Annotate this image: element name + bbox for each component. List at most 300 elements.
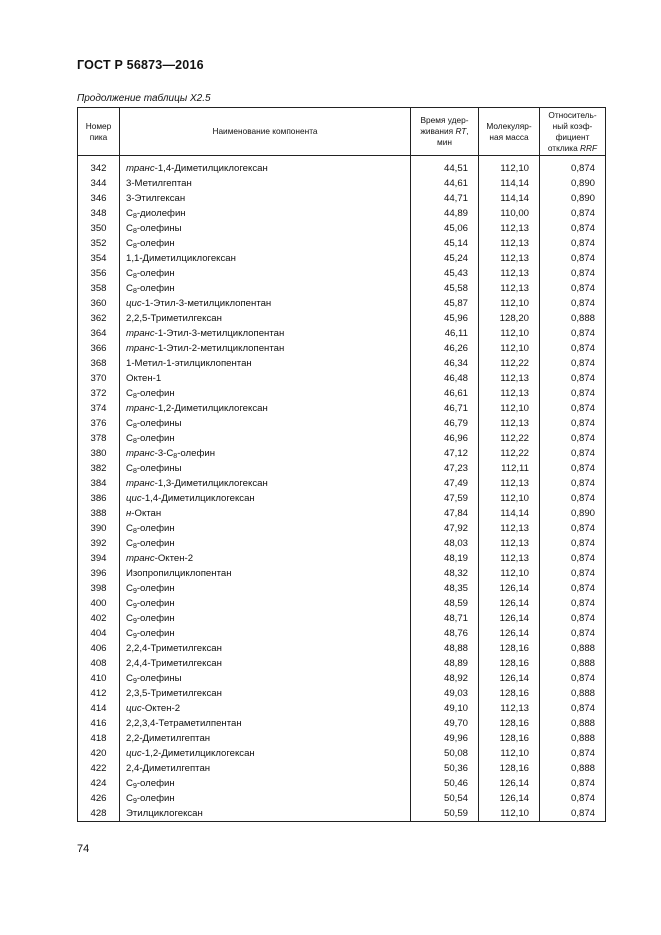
retention-time-cell: 48,71 bbox=[411, 611, 479, 626]
document-header: ГОСТ Р 56873—2016 bbox=[77, 58, 204, 72]
component-name-part: 2,2,3,4-Тетраметилпентан bbox=[126, 718, 242, 729]
rrf-cell: 0,874 bbox=[540, 491, 606, 506]
rrf-cell: 0,874 bbox=[540, 521, 606, 536]
carbon-count-subscript: 8 bbox=[132, 438, 137, 445]
rrf-cell: 0,888 bbox=[540, 761, 606, 776]
table-row bbox=[78, 191, 606, 206]
rrf-header-line2: ный коэф- bbox=[552, 120, 593, 131]
component-name-cell bbox=[120, 731, 411, 746]
molar-mass-cell: 112,13 bbox=[479, 251, 540, 266]
retention-time-cell: 44,89 bbox=[411, 206, 479, 221]
molar-mass-cell: 128,16 bbox=[479, 716, 540, 731]
rrf-header-line4: отклика bbox=[547, 142, 581, 153]
table-row bbox=[78, 611, 606, 626]
table-row bbox=[78, 746, 606, 761]
component-name-part: 2,4-Диметилгептан bbox=[126, 763, 211, 774]
component-name-part: -1-Этил-2-метилциклопентан bbox=[154, 343, 285, 354]
molar-mass-cell: 112,13 bbox=[479, 281, 540, 296]
peak-number-cell: 380 bbox=[78, 446, 120, 461]
peak-number-cell: 378 bbox=[78, 431, 120, 446]
molar-mass-cell: 112,10 bbox=[479, 156, 540, 177]
table-header-row bbox=[78, 108, 606, 156]
component-name-part: -олефин bbox=[136, 388, 175, 399]
table-row bbox=[78, 416, 606, 431]
component-name-part: -олефин bbox=[136, 583, 175, 594]
carbon-count-subscript: 9 bbox=[132, 588, 137, 595]
component-name-part: -Октен-2 bbox=[154, 553, 194, 564]
component-name-cell bbox=[120, 176, 411, 191]
component-name-part: -олефины bbox=[136, 463, 182, 474]
component-name-cell bbox=[120, 596, 411, 611]
retention-time-cell: 48,35 bbox=[411, 581, 479, 596]
table-row bbox=[78, 506, 606, 521]
component-name-part: транс bbox=[126, 343, 155, 354]
rrf-cell: 0,874 bbox=[540, 371, 606, 386]
component-name-part: C bbox=[126, 523, 133, 534]
component-name-cell bbox=[120, 761, 411, 776]
table-row bbox=[78, 311, 606, 326]
peak-number-cell: 424 bbox=[78, 776, 120, 791]
peak-number-cell: 358 bbox=[78, 281, 120, 296]
table-row bbox=[78, 461, 606, 476]
rrf-cell: 0,874 bbox=[540, 341, 606, 356]
carbon-count-subscript: 8 bbox=[132, 543, 137, 550]
peak-number-cell: 428 bbox=[78, 806, 120, 822]
table-row bbox=[78, 446, 606, 461]
component-name-part: -олефин bbox=[136, 793, 175, 804]
retention-time-cell: 45,14 bbox=[411, 236, 479, 251]
components-table bbox=[77, 107, 606, 822]
col-header-rt bbox=[411, 108, 479, 156]
table-row bbox=[78, 776, 606, 791]
component-name-cell bbox=[120, 191, 411, 206]
rrf-cell: 0,874 bbox=[540, 401, 606, 416]
molar-mass-cell: 126,14 bbox=[479, 581, 540, 596]
component-name-part: C bbox=[126, 238, 133, 249]
component-name-cell bbox=[120, 371, 411, 386]
component-name-part: транс bbox=[126, 163, 155, 174]
retention-time-cell: 48,32 bbox=[411, 566, 479, 581]
retention-time-cell: 47,92 bbox=[411, 521, 479, 536]
component-name-part: -олефин bbox=[136, 433, 175, 444]
component-name-part: транс bbox=[126, 403, 155, 414]
rrf-cell: 0,874 bbox=[540, 776, 606, 791]
retention-time-cell: 46,71 bbox=[411, 401, 479, 416]
component-name-cell bbox=[120, 341, 411, 356]
component-name-part: 3-Метилгептан bbox=[126, 178, 192, 189]
col-header-name: Наименование компонента bbox=[120, 108, 411, 156]
retention-time-cell: 45,06 bbox=[411, 221, 479, 236]
component-name-part: -Октен-2 bbox=[141, 703, 181, 714]
component-name-part: 2,4,4-Триметилгексан bbox=[126, 658, 222, 669]
molar-mass-cell: 126,14 bbox=[479, 611, 540, 626]
component-name-part: -1,3-Диметилциклогексан bbox=[154, 478, 268, 489]
molar-mass-cell: 112,10 bbox=[479, 401, 540, 416]
molar-mass-cell: 114,14 bbox=[479, 506, 540, 521]
peak-number-cell: 392 bbox=[78, 536, 120, 551]
component-name-cell bbox=[120, 566, 411, 581]
component-name-part: 1-Метил-1-этилциклопентан bbox=[126, 358, 252, 369]
component-name-part: Этилциклогексан bbox=[126, 808, 203, 819]
component-name-part: Изопропилциклопентан bbox=[126, 568, 232, 579]
component-name-part: транс bbox=[126, 478, 155, 489]
component-name-part: -1-Этил-3-метилциклопентан bbox=[154, 328, 285, 339]
rt-header-symbol: RT bbox=[455, 126, 467, 136]
component-name-part: -1,2-Диметилциклогексан bbox=[141, 748, 255, 759]
component-name-part: C bbox=[126, 463, 133, 474]
table-row bbox=[78, 341, 606, 356]
retention-time-cell: 45,43 bbox=[411, 266, 479, 281]
component-name-part: 2,2,5-Триметилгексан bbox=[126, 313, 222, 324]
peak-number-cell: 344 bbox=[78, 176, 120, 191]
retention-time-cell: 45,24 bbox=[411, 251, 479, 266]
rrf-cell: 0,874 bbox=[540, 356, 606, 371]
component-name-part: -1,4-Диметилциклогексан bbox=[141, 493, 255, 504]
molar-mass-cell: 126,14 bbox=[479, 671, 540, 686]
retention-time-cell: 48,59 bbox=[411, 596, 479, 611]
table-row bbox=[78, 326, 606, 341]
rrf-cell: 0,874 bbox=[540, 296, 606, 311]
rrf-cell: 0,874 bbox=[540, 431, 606, 446]
table-row bbox=[78, 251, 606, 266]
table-caption: Продолжение таблицы X2.5 bbox=[77, 93, 211, 104]
retention-time-cell: 45,87 bbox=[411, 296, 479, 311]
table-row bbox=[78, 296, 606, 311]
table-row bbox=[78, 521, 606, 536]
carbon-count-subscript: 8 bbox=[132, 423, 137, 430]
rrf-cell: 0,874 bbox=[540, 156, 606, 177]
component-name-cell bbox=[120, 686, 411, 701]
peak-number-cell: 426 bbox=[78, 791, 120, 806]
molar-mass-cell: 112,13 bbox=[479, 551, 540, 566]
rrf-cell: 0,874 bbox=[540, 446, 606, 461]
molar-mass-cell: 112,10 bbox=[479, 296, 540, 311]
molar-mass-cell: 112,13 bbox=[479, 386, 540, 401]
component-name-part: C bbox=[126, 418, 133, 429]
component-name-cell bbox=[120, 311, 411, 326]
retention-time-cell: 46,96 bbox=[411, 431, 479, 446]
retention-time-cell: 50,59 bbox=[411, 806, 479, 822]
rrf-cell: 0,888 bbox=[540, 716, 606, 731]
retention-time-cell: 48,76 bbox=[411, 626, 479, 641]
table-row bbox=[78, 371, 606, 386]
peak-number-cell: 396 bbox=[78, 566, 120, 581]
rrf-cell: 0,874 bbox=[540, 281, 606, 296]
retention-time-cell: 47,12 bbox=[411, 446, 479, 461]
table-row bbox=[78, 581, 606, 596]
component-name-part: -Октан bbox=[131, 508, 162, 519]
retention-time-cell: 44,61 bbox=[411, 176, 479, 191]
rrf-header-symbol: RRF bbox=[580, 142, 598, 153]
rrf-cell: 0,888 bbox=[540, 656, 606, 671]
peak-number-cell: 376 bbox=[78, 416, 120, 431]
carbon-count-subscript: 9 bbox=[132, 678, 137, 685]
component-name-part: -олефин bbox=[136, 523, 175, 534]
table-row bbox=[78, 791, 606, 806]
peak-number-cell: 352 bbox=[78, 236, 120, 251]
retention-time-cell: 47,59 bbox=[411, 491, 479, 506]
retention-time-cell: 45,96 bbox=[411, 311, 479, 326]
peak-number-cell: 342 bbox=[78, 156, 120, 177]
molar-mass-cell: 112,10 bbox=[479, 326, 540, 341]
molar-mass-cell: 110,00 bbox=[479, 206, 540, 221]
component-name-cell bbox=[120, 281, 411, 296]
component-name-cell bbox=[120, 776, 411, 791]
table-row bbox=[78, 656, 606, 671]
peak-number-cell: 356 bbox=[78, 266, 120, 281]
table-row bbox=[78, 626, 606, 641]
table-row bbox=[78, 476, 606, 491]
table-row bbox=[78, 566, 606, 581]
carbon-count-subscript: 8 bbox=[132, 243, 137, 250]
component-name-part: C bbox=[126, 208, 133, 219]
molar-mass-cell: 112,22 bbox=[479, 356, 540, 371]
rrf-cell: 0,888 bbox=[540, 731, 606, 746]
component-name-cell bbox=[120, 446, 411, 461]
rrf-cell: 0,874 bbox=[540, 251, 606, 266]
component-name-cell bbox=[120, 221, 411, 236]
retention-time-cell: 44,71 bbox=[411, 191, 479, 206]
peak-number-cell: 374 bbox=[78, 401, 120, 416]
component-name-part: Октен-1 bbox=[126, 373, 162, 384]
rrf-cell: 0,874 bbox=[540, 746, 606, 761]
retention-time-cell: 48,03 bbox=[411, 536, 479, 551]
peak-number-cell: 400 bbox=[78, 596, 120, 611]
retention-time-cell: 47,84 bbox=[411, 506, 479, 521]
molar-mass-cell: 126,14 bbox=[479, 791, 540, 806]
table-body bbox=[78, 156, 606, 822]
component-name-part: -диолефин bbox=[136, 208, 186, 219]
component-name-part: цис bbox=[126, 298, 142, 309]
molar-mass-cell: 112,13 bbox=[479, 416, 540, 431]
peak-number-cell: 406 bbox=[78, 641, 120, 656]
peak-number-cell: 348 bbox=[78, 206, 120, 221]
component-name-part: -олефин bbox=[136, 613, 175, 624]
rrf-cell: 0,890 bbox=[540, 506, 606, 521]
component-name-cell bbox=[120, 746, 411, 761]
retention-time-cell: 47,49 bbox=[411, 476, 479, 491]
rrf-cell: 0,874 bbox=[540, 326, 606, 341]
table-row bbox=[78, 356, 606, 371]
molar-mass-cell: 112,13 bbox=[479, 701, 540, 716]
component-name-cell bbox=[120, 251, 411, 266]
rrf-cell: 0,874 bbox=[540, 221, 606, 236]
retention-time-cell: 48,19 bbox=[411, 551, 479, 566]
peak-number-cell: 366 bbox=[78, 341, 120, 356]
component-name-cell bbox=[120, 581, 411, 596]
molar-mass-cell: 126,14 bbox=[479, 626, 540, 641]
molar-mass-cell: 126,14 bbox=[479, 596, 540, 611]
col-header-peak: Номер пика bbox=[78, 108, 120, 156]
molar-mass-cell: 112,22 bbox=[479, 446, 540, 461]
retention-time-cell: 50,46 bbox=[411, 776, 479, 791]
molar-mass-cell: 126,14 bbox=[479, 776, 540, 791]
retention-time-cell: 46,11 bbox=[411, 326, 479, 341]
molar-mass-cell: 114,14 bbox=[479, 191, 540, 206]
component-name-part: -олефин bbox=[177, 448, 216, 459]
table-row bbox=[78, 266, 606, 281]
rrf-cell: 0,874 bbox=[540, 566, 606, 581]
component-name-cell bbox=[120, 671, 411, 686]
component-name-part: 1,1-Диметилциклогексан bbox=[126, 253, 236, 264]
component-name-part: -олефины bbox=[136, 673, 182, 684]
rrf-header-line3: фициент bbox=[555, 131, 590, 142]
molar-mass-cell: 112,10 bbox=[479, 806, 540, 822]
component-name-cell bbox=[120, 476, 411, 491]
rrf-cell: 0,874 bbox=[540, 416, 606, 431]
retention-time-cell: 49,03 bbox=[411, 686, 479, 701]
component-name-part: транс bbox=[126, 328, 155, 339]
component-name-part: н bbox=[126, 508, 132, 519]
rrf-header-line1: Относитель- bbox=[548, 109, 597, 120]
component-name-part: 2,3,5-Триметилгексан bbox=[126, 688, 222, 699]
retention-time-cell: 45,58 bbox=[411, 281, 479, 296]
rt-header-line3: мин bbox=[437, 137, 452, 147]
peak-number-cell: 420 bbox=[78, 746, 120, 761]
peak-number-cell: 360 bbox=[78, 296, 120, 311]
peak-number-cell: 390 bbox=[78, 521, 120, 536]
retention-time-cell: 49,70 bbox=[411, 716, 479, 731]
component-name-cell bbox=[120, 266, 411, 281]
component-name-part: -олефины bbox=[136, 223, 182, 234]
component-name-part: C bbox=[126, 778, 133, 789]
component-name-part: транс bbox=[126, 553, 155, 564]
peak-number-cell: 370 bbox=[78, 371, 120, 386]
molar-mass-cell: 114,14 bbox=[479, 176, 540, 191]
component-name-part: C bbox=[126, 793, 133, 804]
table-row bbox=[78, 761, 606, 776]
component-name-part: C bbox=[126, 598, 133, 609]
peak-number-cell: 394 bbox=[78, 551, 120, 566]
retention-time-cell: 49,96 bbox=[411, 731, 479, 746]
carbon-count-subscript: 8 bbox=[132, 393, 137, 400]
peak-number-cell: 388 bbox=[78, 506, 120, 521]
molar-mass-cell: 128,20 bbox=[479, 311, 540, 326]
table-row bbox=[78, 701, 606, 716]
peak-number-cell: 350 bbox=[78, 221, 120, 236]
retention-time-cell: 44,51 bbox=[411, 156, 479, 177]
peak-number-cell: 414 bbox=[78, 701, 120, 716]
peak-number-cell: 412 bbox=[78, 686, 120, 701]
peak-number-cell: 354 bbox=[78, 251, 120, 266]
component-name-part: C bbox=[126, 388, 133, 399]
carbon-count-subscript: 8 bbox=[132, 213, 137, 220]
carbon-count-subscript: 9 bbox=[132, 603, 137, 610]
peak-number-cell: 410 bbox=[78, 671, 120, 686]
component-name-cell bbox=[120, 656, 411, 671]
rrf-cell: 0,874 bbox=[540, 476, 606, 491]
component-name-part: C bbox=[126, 673, 133, 684]
table-row bbox=[78, 236, 606, 251]
rrf-cell: 0,888 bbox=[540, 686, 606, 701]
col-header-mass: Молекуляр- ная масса bbox=[479, 108, 540, 156]
rrf-cell: 0,874 bbox=[540, 266, 606, 281]
table-row bbox=[78, 491, 606, 506]
molar-mass-cell: 112,13 bbox=[479, 236, 540, 251]
table-row bbox=[78, 596, 606, 611]
carbon-count-subscript: 9 bbox=[132, 618, 137, 625]
rrf-cell: 0,874 bbox=[540, 551, 606, 566]
carbon-count-subscript: 9 bbox=[132, 633, 137, 640]
rrf-cell: 0,874 bbox=[540, 461, 606, 476]
molar-mass-cell: 112,13 bbox=[479, 371, 540, 386]
component-name-part: -олефины bbox=[136, 418, 182, 429]
peak-number-cell: 398 bbox=[78, 581, 120, 596]
molar-mass-cell: 128,16 bbox=[479, 761, 540, 776]
peak-number-cell: 364 bbox=[78, 326, 120, 341]
component-name-part: 3-Этилгексан bbox=[126, 193, 186, 204]
rrf-cell: 0,888 bbox=[540, 311, 606, 326]
peak-number-cell: 408 bbox=[78, 656, 120, 671]
component-name-part: -олефин bbox=[136, 268, 175, 279]
molar-mass-cell: 112,13 bbox=[479, 476, 540, 491]
retention-time-cell: 46,26 bbox=[411, 341, 479, 356]
component-name-part: -олефин bbox=[136, 778, 175, 789]
retention-time-cell: 50,36 bbox=[411, 761, 479, 776]
component-name-part: C bbox=[126, 283, 133, 294]
table-row bbox=[78, 641, 606, 656]
rrf-cell: 0,874 bbox=[540, 791, 606, 806]
component-name-cell bbox=[120, 326, 411, 341]
rrf-cell: 0,874 bbox=[540, 671, 606, 686]
component-name-part: C bbox=[126, 538, 133, 549]
peak-number-cell: 386 bbox=[78, 491, 120, 506]
rrf-cell: 0,874 bbox=[540, 596, 606, 611]
rt-header-comma: , bbox=[466, 126, 469, 136]
rrf-cell: 0,874 bbox=[540, 536, 606, 551]
molar-mass-cell: 112,22 bbox=[479, 431, 540, 446]
rt-header-line2: живания bbox=[420, 126, 456, 136]
component-name-cell bbox=[120, 386, 411, 401]
carbon-count-subscript: 9 bbox=[132, 783, 137, 790]
rrf-cell: 0,874 bbox=[540, 581, 606, 596]
table-row bbox=[78, 671, 606, 686]
component-name-cell bbox=[120, 611, 411, 626]
component-name-part: -олефин bbox=[136, 628, 175, 639]
table-row bbox=[78, 731, 606, 746]
peak-number-cell: 382 bbox=[78, 461, 120, 476]
table-row bbox=[78, 156, 606, 177]
component-name-cell bbox=[120, 551, 411, 566]
carbon-count-subscript: 8 bbox=[132, 468, 137, 475]
component-name-part: -1,2-Диметилциклогексан bbox=[154, 403, 268, 414]
component-name-cell bbox=[120, 156, 411, 177]
component-name-part: C bbox=[126, 223, 133, 234]
page-number: 74 bbox=[77, 843, 90, 855]
retention-time-cell: 48,88 bbox=[411, 641, 479, 656]
peak-number-cell: 416 bbox=[78, 716, 120, 731]
component-name-cell bbox=[120, 641, 411, 656]
component-name-cell bbox=[120, 356, 411, 371]
component-name-cell bbox=[120, 716, 411, 731]
table-row bbox=[78, 206, 606, 221]
rrf-cell: 0,874 bbox=[540, 626, 606, 641]
component-name-cell bbox=[120, 506, 411, 521]
rrf-cell: 0,874 bbox=[540, 701, 606, 716]
peak-number-cell: 404 bbox=[78, 626, 120, 641]
table-row bbox=[78, 686, 606, 701]
table-row bbox=[78, 536, 606, 551]
table-row bbox=[78, 431, 606, 446]
component-name-part: цис bbox=[126, 703, 142, 714]
carbon-count-subscript: 8 bbox=[132, 528, 137, 535]
component-name-part: -3-C bbox=[154, 448, 174, 459]
rt-header-line1: Время удер- bbox=[420, 115, 469, 125]
component-name-part: -олефин bbox=[136, 238, 175, 249]
component-name-part: C bbox=[126, 268, 133, 279]
peak-number-cell: 362 bbox=[78, 311, 120, 326]
rrf-cell: 0,874 bbox=[540, 611, 606, 626]
